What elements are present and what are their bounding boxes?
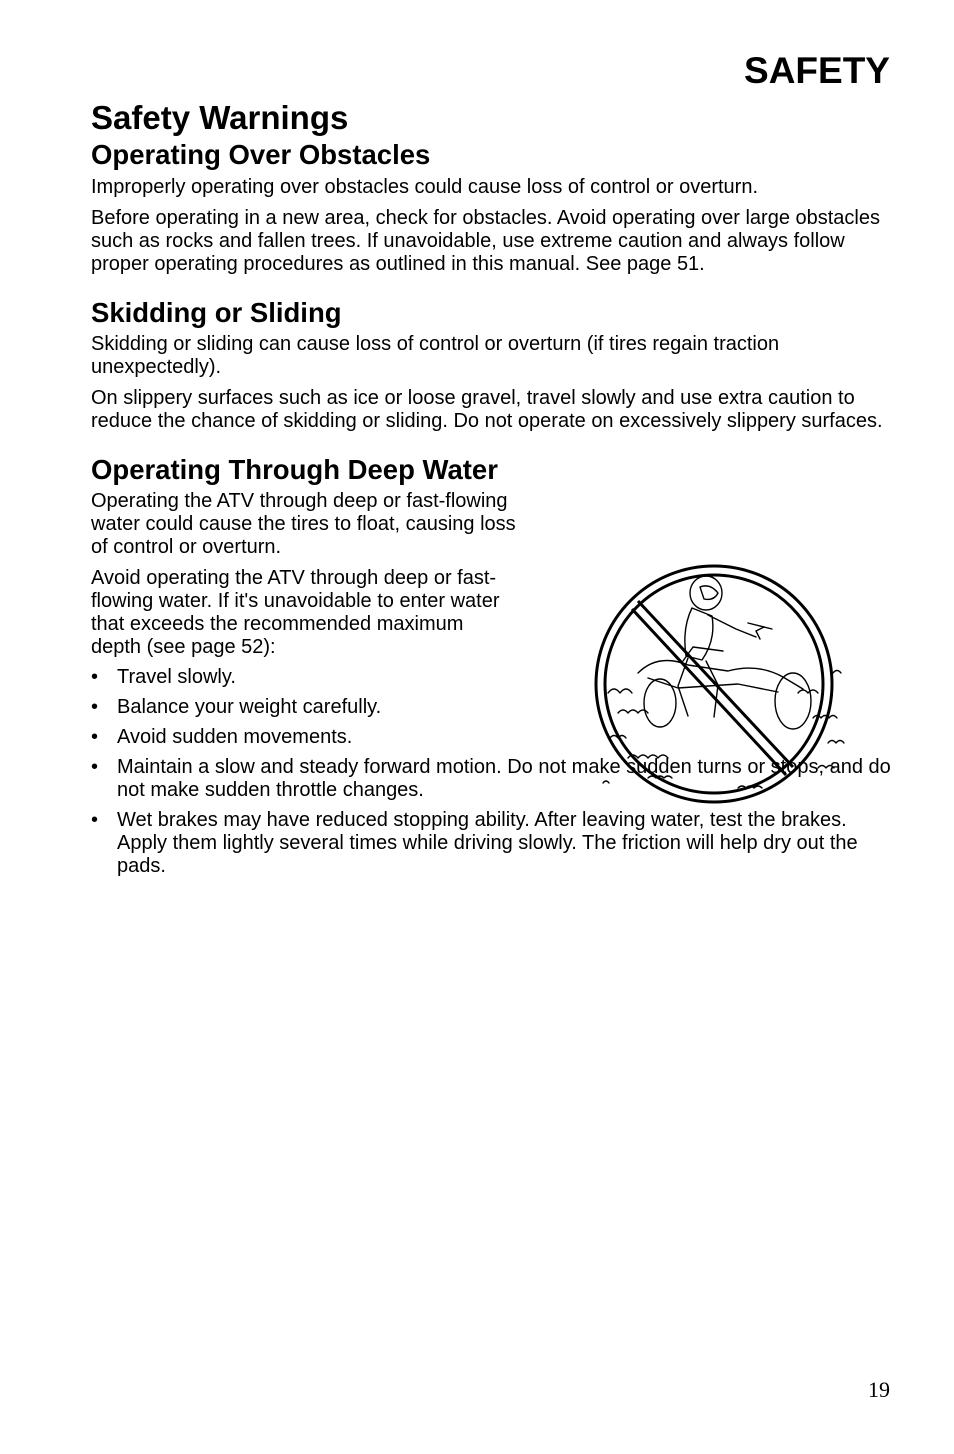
list-item: • Maintain a slow and steady forward motion. Do not make sudden turns or stops, and do not make sudden throttle changes. bbox=[91, 756, 891, 801]
list-item: • Travel slowly. bbox=[91, 666, 236, 688]
skidding-paragraph-2: On slippery surfaces such as ice or loose gravel, travel slowly and use extra caution to reduce the chance of skidding or sliding. Do not operate on excessively slippery surfaces. bbox=[91, 387, 883, 432]
water-paragraph-2: Avoid operating the ATV through deep or fast-flowing water. If it's unavoidable to enter water that exceeds the recommended maximum depth (see page 52): bbox=[91, 567, 500, 658]
water-heading: Operating Through Deep Water bbox=[91, 454, 498, 485]
list-item: • Balance your weight carefully. bbox=[91, 696, 382, 718]
bullet-dot: • bbox=[91, 696, 99, 718]
obstacles-paragraph-2: Before operating in a new area, check for obstacles. Avoid operating over large obstacles such as rocks and fallen trees. If unavoidable, use extreme caution and always follow proper operating procedures as outlined in this manual. See page 51. bbox=[91, 207, 880, 275]
no-atv-in-deep-water-icon bbox=[588, 553, 864, 815]
page-number: 19 bbox=[868, 1377, 890, 1402]
skidding-paragraph-1: Skidding or sliding can cause loss of control or overturn (if tires regain traction unexpectedly). bbox=[91, 333, 780, 378]
section-title: Safety Warnings bbox=[91, 99, 349, 136]
water-paragraph-1: Operating the ATV through deep or fast-flowing water could cause the tires to float, causing loss of control or overturn. bbox=[91, 490, 516, 558]
chapter-title: SAFETY bbox=[744, 50, 890, 91]
bullet-dot: • bbox=[91, 756, 99, 778]
bullet-dot: • bbox=[91, 726, 99, 748]
list-item: • Avoid sudden movements. bbox=[91, 726, 353, 748]
skidding-heading: Skidding or Sliding bbox=[91, 297, 342, 328]
bullet-dot: • bbox=[91, 809, 99, 831]
obstacles-heading: Operating Over Obstacles bbox=[91, 139, 431, 170]
list-item: • Wet brakes may have reduced stopping ability. After leaving water, test the brakes. Apply them lightly several times while driving slowly. The friction will help dry out the pads. bbox=[91, 809, 858, 877]
obstacles-paragraph-1: Improperly operating over obstacles could cause loss of control or overturn. bbox=[91, 176, 759, 198]
bullet-dot: • bbox=[91, 666, 99, 688]
